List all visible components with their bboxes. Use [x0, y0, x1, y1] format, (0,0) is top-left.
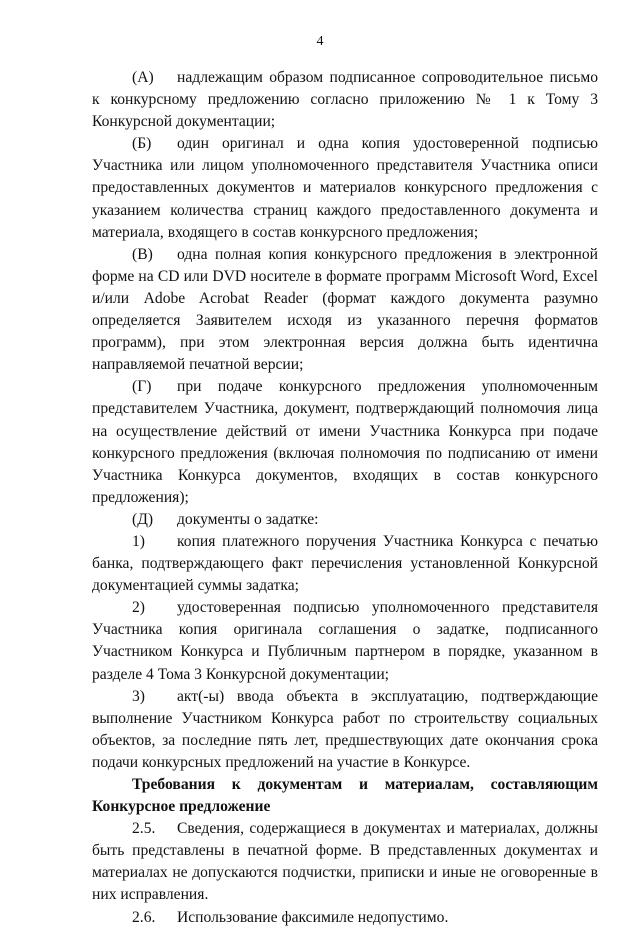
item-marker: 1) — [132, 532, 145, 550]
list-item-v — [92, 244, 598, 377]
document-body — [92, 67, 598, 929]
item-text: надлежащим образом подписанное сопроводительное письмо к конкурсному предложению согласно приложению № 1 к Тому 3 Конкурсной документации; — [92, 69, 598, 131]
item-text: один оригинал и одна копия удостоверенной подписью Участника или лицом уполномоченного представителя Участника описи предоставленных документов и материалов конкурсного предложения с указанием количества страниц каждого предоставленного документа и материала, входящего в состав конкурсного предложения; — [92, 135, 598, 241]
item-text: документы о задатке: — [177, 510, 319, 528]
sub-item-3 — [92, 686, 598, 774]
item-text: при подаче конкурсного предложения уполномоченным представителем Участника, документ, подтверждающий полномочия лица на осуществление действий от имени Участника Конкурса при подаче конкурсного предложения (включая полномочия по подписанию от имени Участника Конкурса документов, входящих в состав конкурсного предложения); — [92, 378, 598, 506]
item-text: акт(-ы) ввода объекта в эксплуатацию, подтверждающие выполнение Участником Конкурса работ по строительству социальных объектов, за последние пять лет, предшествующих дате окончания срока подачи конкурсных предложений на участие в Конкурсе. — [92, 687, 598, 771]
list-item-a — [92, 67, 598, 133]
item-marker: (Г) — [132, 378, 152, 396]
sub-item-1 — [92, 531, 598, 597]
item-marker: 2) — [132, 599, 145, 617]
section-heading: Требования к документам и материалам, составляющим Конкурсное предложение — [92, 776, 598, 816]
section-number: 2.6. — [132, 908, 156, 926]
section-text: Использование факсимиле недопустимо. — [177, 908, 449, 926]
item-text: копия платежного поручения Участника Конкурса с печатью банка, подтверждающего факт перечисления установленной Конкурсной документацией суммы задатка; — [92, 532, 598, 595]
item-marker: (В) — [132, 245, 153, 263]
list-item-g — [92, 376, 598, 509]
item-marker: (Б) — [132, 135, 152, 153]
list-item-b — [92, 133, 598, 243]
item-text: одна полная копия конкурсного предложения в электронной форме на CD или DVD носителе в формате программ Microsoft Word, Excel и/или Adobe Acrobat Reader (формат каждого документа разумно определяется Заявителем исходя из указанного перечня форматов программ), при этом электронная версия должна быть идентична направляемой печатной версии; — [92, 245, 598, 374]
item-marker: 3) — [132, 687, 145, 705]
list-item-d — [92, 509, 598, 531]
sub-item-2 — [92, 597, 598, 685]
section-text: Сведения, содержащиеся в документах и материалах, должны быть представлены в печатной форме. В представленных документах и материалах не допускаются подчистки, приписки и иные не оговоренные в них исправления. — [92, 820, 598, 904]
section-number: 2.5. — [132, 820, 156, 838]
item-marker: (А) — [132, 69, 154, 86]
page-number: 4 — [316, 34, 324, 49]
section-2-6 — [92, 907, 598, 929]
section-2-5 — [92, 818, 598, 906]
item-text: удостоверенная подписью уполномоченного представителя Участника копия оригинала соглашения о задатке, подписанного Участником Конкурса и Публичным партнером в порядке, указанном в разделе 4 Тома 3 Конкурсной документации; — [92, 599, 598, 683]
item-marker: (Д) — [132, 510, 154, 528]
